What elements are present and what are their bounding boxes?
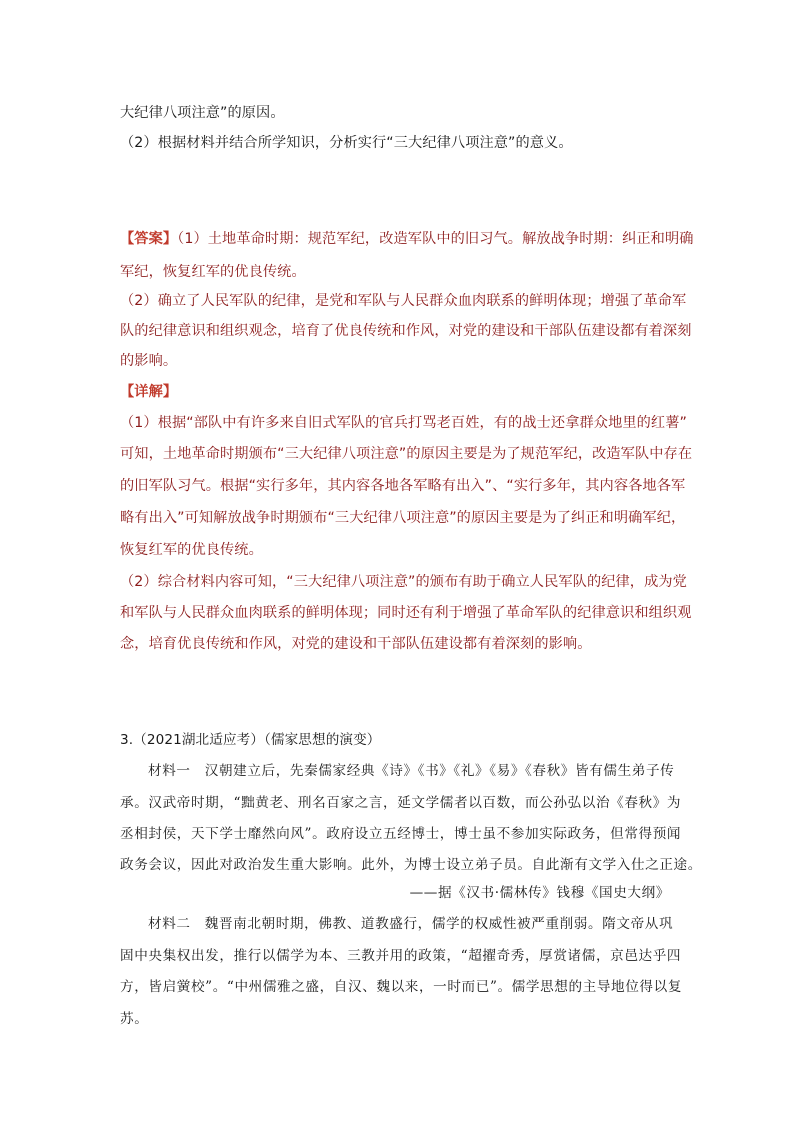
detail-line-2: 可知，土地革命时期颁布“三大纪律八项注意”的原因主要是为了规范军纪，改造军队中存在 [120, 446, 693, 462]
question-line: 大纪律八项注意”的原因。 [120, 105, 285, 121]
detail-line-5: 恢复红军的优良传统。 [120, 542, 263, 558]
material-1-line-4: 政务会议，因此对政治发生重大影响。此外，为博士设立弟子员。自此渐有文学入仕之正途。 [120, 857, 702, 873]
answer-tag: 【答案】 [120, 231, 178, 247]
detail-line-8: 念，培育优良传统和作风，对党的建设和干部队伍建设都有着深刻的影响。 [120, 636, 592, 652]
material-1-line-2: 承。汉武帝时期，“黜黄老、刑名百家之言，延文学儒者以百数，而公孙弘以治《春秋》为 [120, 795, 682, 811]
material-1-line-1: 材料一 汉朝建立后，先秦儒家经典《诗》《书》《礼》《易》《春秋》皆有儒生弟子传 [148, 763, 675, 779]
answer-line-5: 的影响。 [120, 353, 178, 369]
answer-line-3: （2）确立了人民军队的纪律，是党和军队与人民群众血肉联系的鲜明体现；增强了革命军 [120, 293, 687, 309]
answer-text-1: （1）土地革命时期：规范军纪，改造军队中的旧习气。解放战争时期：纠正和明确 [177, 231, 694, 247]
material-2-line-1: 材料二 魏晋南北朝时期，佛教、道教盛行，儒学的权威性被严重削弱。隋文帝从巩 [148, 916, 674, 932]
detail-line-3: 的旧军队习气。根据“实行多年，其内容各地各军略有出入”、“实行多年，其内容各地各军 [120, 478, 686, 494]
material-2-line-4: 苏。 [120, 1011, 149, 1027]
answer-line-2: 军纪，恢复红军的优良传统。 [120, 264, 306, 280]
detail-tag-line [120, 382, 680, 402]
question-3-title: 3.（2021湖北适应考）（儒家思想的演变） [120, 732, 381, 748]
material-2-line-2: 固中央集权出发，推行以儒学为本、三教并用的政策，“超擢奇秀，厚赏诸儒，京邑达乎四 [120, 948, 682, 964]
answer-line-4: 队的纪律意识和组织观念，培育了优良传统和作风，对党的建设和干部队伍建设都有着深刻 [120, 323, 692, 339]
detail-line-1: （1）根据“部队中有许多来自旧式军队的官兵打骂老百姓，有的战士还拿群众地里的红薯” [120, 415, 687, 431]
detail-line-7: 和军队与人民群众血肉联系的鲜明体现；同时还有利于增强了革命军队的纪律意识和组织观 [120, 605, 692, 621]
material-1-source: ——据《汉书·儒林传》钱穆《国史大纲》 [409, 885, 670, 901]
material-1-line-3: 丞相封侯，天下学士靡然向风”。政府设立五经博士，博士虽不参加实际政务，但常得预闻 [120, 826, 682, 842]
answer-line-1 [120, 229, 694, 249]
detail-line-4: 略有出入”可知解放战争时期颁布“三大纪律八项注意”的原因主要是为了纠正和明确军纪， [120, 510, 686, 526]
question-2-line: （2）根据材料并结合所学知识，分析实行“三大纪律八项注意”的意义。 [120, 135, 573, 151]
detail-tag: 【详解】 [120, 384, 178, 400]
detail-line-6: （2）综合材料内容可知，“三大纪律八项注意”的颁布有助于确立人民军队的纪律，成为党 [120, 574, 687, 590]
material-2-line-3: 方，皆启黉校”。“中州儒雅之盛，自汉、魏以来，一时而已”。儒学思想的主导地位得以复 [120, 979, 683, 995]
